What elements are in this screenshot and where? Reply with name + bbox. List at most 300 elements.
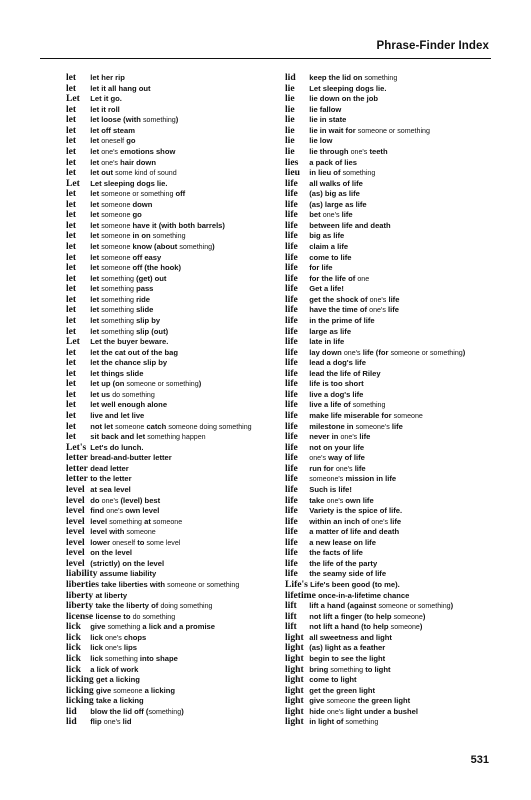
phrase-placeholder: oneself <box>101 137 125 146</box>
entry-phrase <box>309 432 370 441</box>
phrase-text: let <box>90 231 102 241</box>
phrase-text: take <box>309 495 327 505</box>
phrase-text: Let it go. <box>90 94 122 104</box>
entry-headword: Life's <box>285 579 308 590</box>
entry-phrase <box>309 548 363 557</box>
index-entry <box>285 686 525 697</box>
entry-headword: light <box>285 631 304 643</box>
index-entry <box>66 94 306 105</box>
entry-headword: life <box>285 505 298 517</box>
entry-phrase <box>309 538 376 547</box>
entry-headword: lie <box>285 135 295 147</box>
index-entry <box>285 622 525 633</box>
entry-headword: let <box>66 431 77 443</box>
entry-headword: lie <box>285 82 295 94</box>
entry-headword: life <box>285 547 298 559</box>
phrase-text: never in <box>309 432 341 442</box>
index-entry <box>285 464 525 475</box>
phrase-text: let <box>90 273 102 283</box>
entry-phrase <box>309 474 396 483</box>
entry-headword: life <box>285 336 298 348</box>
entry-headword: life <box>285 293 298 305</box>
entry-headword: level <box>66 494 85 506</box>
phrase-text: let <box>90 294 102 304</box>
entry-headword: level <box>66 536 85 548</box>
entry-phrase <box>309 115 346 124</box>
entry-phrase <box>309 73 397 82</box>
phrase-text: in lieu of <box>309 168 343 178</box>
phrase-text: the green light <box>355 696 411 706</box>
index-entry <box>285 263 525 274</box>
phrase-text: claim a life <box>309 242 349 251</box>
entry-headword: lie <box>285 103 295 115</box>
entry-headword: life <box>285 420 298 432</box>
phrase-placeholder: one's <box>371 517 389 526</box>
entry-phrase <box>90 633 146 642</box>
phrase-text: to <box>135 537 147 547</box>
phrase-placeholder: one's <box>105 644 122 653</box>
entry-headword: let <box>66 156 77 168</box>
index-entry <box>285 559 525 570</box>
index-entry <box>285 474 525 485</box>
phrase-text: let <box>90 146 102 156</box>
phrase-text: life <box>388 516 402 526</box>
phrase-text: get the shock of <box>309 294 370 304</box>
entry-headword: life <box>285 431 298 443</box>
index-entry <box>285 506 525 517</box>
index-entry <box>66 707 306 718</box>
phrase-placeholder: one's <box>326 707 344 716</box>
entry-headword: lift <box>285 600 297 612</box>
phrase-placeholder: someone or something <box>357 126 430 135</box>
entry-phrase <box>90 496 160 505</box>
entry-phrase <box>90 94 122 103</box>
phrase-text: run for <box>309 463 336 473</box>
entry-phrase <box>309 126 430 135</box>
entry-headword: level <box>66 505 85 517</box>
entry-phrase <box>95 612 175 621</box>
entry-headword: let <box>66 378 77 390</box>
entry-phrase <box>90 474 131 483</box>
entry-headword: let <box>66 346 77 358</box>
phrase-placeholder: someone or something <box>390 348 463 357</box>
index-entry <box>66 210 306 221</box>
phrase-text: (as) light as a feather <box>309 643 386 653</box>
phrase-text: a lick and a promise <box>140 622 215 632</box>
phrase-text: ) <box>422 611 426 621</box>
index-entry <box>66 485 306 496</box>
phrase-text: let the chance slip by <box>90 358 168 368</box>
entry-phrase <box>90 369 143 378</box>
index-entry <box>66 158 306 169</box>
phrase-placeholder: something <box>105 654 138 663</box>
phrase-placeholder: one's <box>343 348 361 357</box>
entry-phrase <box>309 348 465 357</box>
index-entry <box>285 643 525 654</box>
phrase-text: slip by <box>133 315 161 325</box>
phrase-placeholder: someone <box>326 697 356 706</box>
index-entry <box>66 527 306 538</box>
phrase-text: lie in state <box>309 115 347 125</box>
phrase-text: live and let live <box>90 411 145 420</box>
entry-phrase <box>309 527 399 536</box>
entry-headword: let <box>66 114 77 126</box>
phrase-placeholder: one's <box>105 633 122 642</box>
entry-phrase <box>90 432 205 441</box>
phrase-text: take a licking <box>95 696 144 706</box>
index-entry <box>66 390 306 401</box>
phrase-text: for life <box>309 263 333 273</box>
page-number: 531 <box>470 754 489 766</box>
phrase-text: let off steam <box>90 125 135 135</box>
entry-headword: life <box>285 568 298 580</box>
phrase-placeholder: something <box>101 327 134 336</box>
phrase-text: all walks of life <box>309 178 363 188</box>
entry-headword: let <box>66 188 77 200</box>
entry-phrase <box>90 643 137 652</box>
entry-phrase <box>90 84 150 93</box>
phrase-text: life <box>389 421 403 431</box>
index-entry <box>285 548 525 559</box>
phrase-placeholder: one's <box>350 147 368 156</box>
index-entry <box>66 696 306 707</box>
index-entry <box>66 654 306 665</box>
phrase-placeholder: something <box>342 169 376 178</box>
index-entry <box>66 263 306 274</box>
index-entry <box>285 327 525 338</box>
phrase-text: life <box>386 294 400 304</box>
entry-headword: life <box>285 388 298 400</box>
phrase-placeholder: one's <box>335 464 353 473</box>
entry-phrase <box>309 453 365 462</box>
phrase-text: lie through <box>309 146 351 156</box>
phrase-text: in light of <box>309 717 346 727</box>
phrase-text: large as life <box>309 326 352 336</box>
entry-phrase <box>90 221 225 230</box>
phrase-placeholder: someone <box>393 612 423 621</box>
phrase-text: hide <box>309 706 327 716</box>
entry-headword: let <box>66 103 77 115</box>
entry-phrase <box>309 390 363 399</box>
entry-headword: life <box>285 346 298 358</box>
phrase-text: come to light <box>309 675 357 685</box>
entry-headword: let <box>66 262 77 274</box>
phrase-text: to light <box>363 664 391 674</box>
index-entry <box>66 115 306 126</box>
entry-phrase <box>90 305 153 314</box>
entry-headword: life <box>285 283 298 295</box>
entry-headword: liberties <box>66 579 100 590</box>
phrase-text: give <box>309 696 327 706</box>
entry-phrase <box>309 200 366 209</box>
entry-phrase <box>309 379 363 388</box>
entry-phrase <box>309 707 418 716</box>
phrase-placeholder: something <box>179 243 213 251</box>
phrase-text: hair down <box>117 157 156 167</box>
index-entry <box>285 73 525 84</box>
phrase-text: lift a hand (against <box>309 601 379 611</box>
entry-phrase <box>309 327 351 336</box>
entry-phrase <box>90 253 161 262</box>
entry-phrase <box>309 94 378 103</box>
phrase-text: lick <box>90 632 106 642</box>
entry-headword: light <box>285 663 304 675</box>
index-entry <box>66 274 306 285</box>
entry-phrase <box>309 158 357 167</box>
entry-headword: letter <box>66 473 88 485</box>
index-entry <box>285 253 525 264</box>
phrase-text: let <box>90 189 102 199</box>
index-entry <box>66 400 306 411</box>
index-entry <box>285 580 525 591</box>
entry-headword: lies <box>285 156 299 168</box>
phrase-text: light under a bushel <box>343 706 418 716</box>
phrase-text: lie low <box>309 136 333 146</box>
phrase-text: ) <box>198 379 202 389</box>
entry-phrase <box>90 379 201 388</box>
entry-phrase <box>90 179 167 188</box>
entry-phrase <box>90 654 178 663</box>
phrase-placeholder: someone <box>152 517 183 526</box>
phrase-text: let her rip <box>90 73 125 82</box>
entry-phrase <box>309 316 374 325</box>
index-entry <box>66 179 306 190</box>
phrase-placeholder: one <box>357 274 370 283</box>
index-entry <box>285 158 525 169</box>
entry-headword: let <box>66 388 77 400</box>
phrase-text: Such is life! <box>309 484 352 494</box>
phrase-text: ) <box>419 622 423 632</box>
entry-headword: let <box>66 124 77 136</box>
index-entry <box>285 136 525 147</box>
phrase-text: let <box>90 284 102 294</box>
phrase-text: pass <box>133 284 154 294</box>
index-entry <box>285 168 525 179</box>
entry-headword: life <box>285 251 298 263</box>
phrase-text: get a licking <box>95 675 140 685</box>
phrase-text: slip (out) <box>133 326 169 336</box>
phrase-text: find <box>90 506 107 516</box>
entry-phrase <box>90 231 185 240</box>
index-entry <box>285 517 525 528</box>
index-entry <box>66 189 306 200</box>
entry-headword: life <box>285 378 298 390</box>
phrase-text: begin to see the light <box>309 653 386 663</box>
phrase-placeholder: some level <box>146 538 181 547</box>
entry-headword: level <box>66 515 85 527</box>
index-entry <box>66 643 306 654</box>
entry-phrase <box>309 517 401 526</box>
index-entry <box>285 105 525 116</box>
entry-headword: let <box>66 82 77 94</box>
phrase-text: let the cat out of the bag <box>90 347 179 357</box>
phrase-text: give <box>95 685 114 695</box>
entry-headword: let <box>66 145 77 157</box>
phrase-text: (as) big as life <box>309 189 360 199</box>
phrase-placeholder: something <box>148 707 182 716</box>
phrase-placeholder: something <box>352 401 386 410</box>
phrase-text: bet <box>309 210 323 220</box>
entry-phrase <box>309 675 356 684</box>
entry-headword: lid <box>66 716 77 728</box>
index-entry <box>66 665 306 676</box>
entry-phrase <box>90 717 131 726</box>
phrase-placeholder: something <box>109 517 142 526</box>
entry-phrase <box>90 136 135 145</box>
index-entry <box>285 707 525 718</box>
entry-phrase <box>90 527 155 536</box>
entry-headword: let <box>66 357 77 369</box>
index-entry <box>285 284 525 295</box>
index-entry <box>285 496 525 507</box>
entry-headword: life <box>285 219 298 231</box>
entry-phrase <box>90 411 144 420</box>
entry-phrase <box>90 348 178 357</box>
phrase-text: not on your life <box>309 442 365 452</box>
index-entry <box>285 179 525 190</box>
entry-headword: life <box>285 410 298 421</box>
entry-phrase <box>309 136 332 145</box>
entry-headword: lick <box>66 631 81 643</box>
entry-headword: lifetime <box>285 589 316 601</box>
entry-headword: let <box>66 420 77 432</box>
entry-headword: lift <box>285 621 297 633</box>
entry-headword: let <box>66 314 77 326</box>
phrase-placeholder: someone <box>126 528 156 537</box>
entry-headword: letter <box>66 452 88 464</box>
entry-headword: lift <box>285 610 297 622</box>
entry-phrase <box>309 422 403 431</box>
index-entry <box>66 200 306 211</box>
entry-headword: light <box>285 642 304 654</box>
phrase-text: ) <box>462 347 466 357</box>
entry-headword: level <box>66 526 85 538</box>
phrase-text: Let sleeping dogs lie. <box>90 178 168 188</box>
phrase-text: let <box>90 220 102 230</box>
entry-headword: let <box>66 325 77 337</box>
entry-phrase <box>309 337 344 346</box>
phrase-placeholder: something <box>143 116 176 125</box>
entry-headword: life <box>285 209 298 221</box>
entry-phrase <box>310 580 400 589</box>
phrase-placeholder: something <box>107 623 141 632</box>
index-entry <box>285 527 525 538</box>
entry-headword: life <box>285 557 298 569</box>
phrase-placeholder: oneself <box>112 538 136 547</box>
index-entry <box>285 358 525 369</box>
phrase-text: let us <box>90 389 113 399</box>
entry-headword: lid <box>66 705 77 717</box>
index-entry <box>66 432 306 443</box>
phrase-text: Let's do lunch. <box>90 442 144 452</box>
entry-phrase <box>90 506 159 515</box>
phrase-text: not lift a hand (to help <box>309 622 391 632</box>
phrase-placeholder: someone or something <box>101 190 174 199</box>
phrase-text: sit back and let <box>90 432 148 442</box>
entry-phrase <box>309 84 386 93</box>
entry-headword: let <box>66 272 77 284</box>
phrase-text: down <box>130 199 153 209</box>
phrase-text: lay down <box>309 347 344 357</box>
index-entry <box>66 601 306 612</box>
entry-phrase <box>95 601 212 610</box>
phrase-text: catch <box>144 421 169 431</box>
phrase-text: mission in life <box>343 474 397 484</box>
entry-headword: life <box>285 526 298 538</box>
phrase-placeholder: one's <box>340 433 358 442</box>
entry-headword: let <box>66 283 77 295</box>
phrase-placeholder: do something <box>112 390 155 399</box>
index-entry <box>285 305 525 316</box>
entry-phrase <box>309 221 390 230</box>
entry-headword: life <box>285 367 298 379</box>
entry-phrase <box>309 569 386 578</box>
entry-headword: life <box>285 230 298 242</box>
phrase-placeholder: doing something <box>160 602 213 611</box>
entry-phrase <box>90 517 182 526</box>
entry-headword: liberty <box>66 600 94 612</box>
phrase-text: dead letter <box>90 463 129 473</box>
phrase-text: not lift a finger (to help <box>309 611 394 621</box>
entry-headword: life <box>285 241 298 252</box>
phrase-placeholder: one's <box>309 454 326 463</box>
entry-phrase <box>96 696 144 705</box>
phrase-placeholder: someone <box>101 253 131 262</box>
phrase-text: ride <box>133 294 151 304</box>
index-entry <box>66 517 306 528</box>
index-entry <box>66 622 306 633</box>
entry-headword: life <box>285 325 298 337</box>
index-entry <box>66 316 306 327</box>
entry-headword: let <box>66 251 77 263</box>
entry-phrase <box>309 263 332 272</box>
phrase-placeholder: someone <box>115 422 145 431</box>
index-entry <box>66 411 306 422</box>
index-entry <box>66 548 306 559</box>
entry-headword: let <box>66 367 77 379</box>
index-entry <box>66 443 306 454</box>
index-entry <box>66 231 306 242</box>
entry-phrase <box>90 327 168 336</box>
phrase-text: own life <box>343 495 374 505</box>
entry-phrase <box>309 654 385 663</box>
entry-headword: life <box>285 536 298 548</box>
phrase-text: once-in-a-lifetime chance <box>318 590 410 600</box>
entry-phrase <box>90 443 143 452</box>
entry-headword: light <box>285 705 304 717</box>
entry-phrase <box>309 253 351 262</box>
index-entry <box>66 358 306 369</box>
entry-phrase <box>96 675 140 684</box>
page-header-title: Phrase-Finder Index <box>376 40 489 52</box>
entry-phrase <box>96 686 175 695</box>
index-entry <box>285 242 525 253</box>
phrase-placeholder: do something <box>132 612 176 621</box>
phrase-text: know (about <box>130 242 180 251</box>
phrase-text: blow the lid off ( <box>90 706 149 716</box>
phrase-placeholder: one's <box>106 507 124 516</box>
phrase-placeholder: someone's <box>355 422 390 431</box>
entry-phrase <box>309 242 348 251</box>
phrase-placeholder: some kind of sound <box>115 169 177 178</box>
phrase-placeholder: something <box>101 316 134 325</box>
index-entry <box>285 665 525 676</box>
index-entry <box>285 316 525 327</box>
phrase-placeholder: one's <box>101 496 119 505</box>
index-entry <box>285 696 525 707</box>
phrase-text: lips <box>121 643 137 653</box>
index-entry <box>285 337 525 348</box>
